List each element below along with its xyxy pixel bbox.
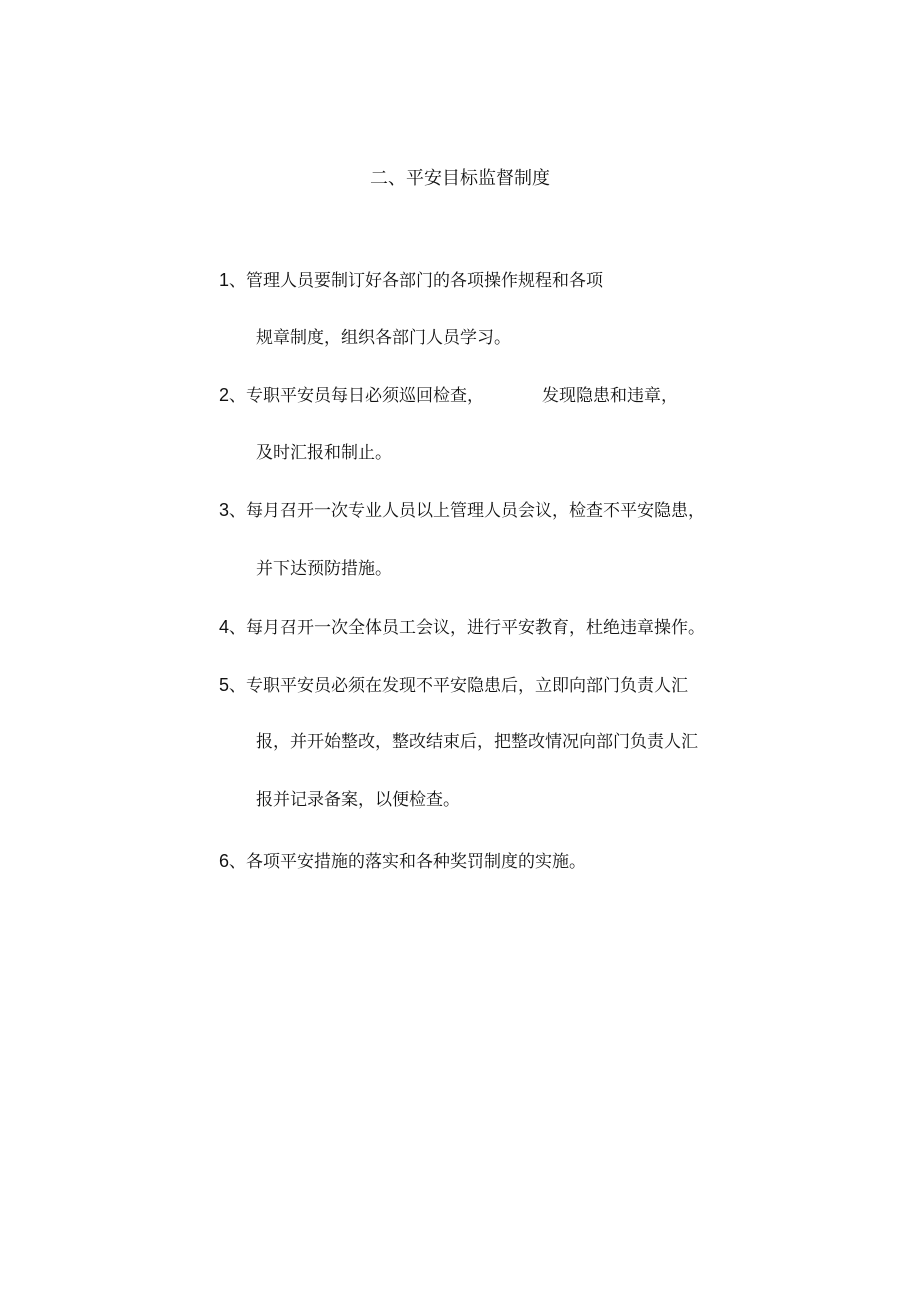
item-3-separator: 、 [229,501,247,521]
list-item-5-line-1 [219,672,688,699]
list-item-6-line-1 [219,848,586,875]
item-2-number: 2 [219,385,230,405]
list-item-5-line-2: 报，并开始整改，整改结束后，把整改情况向部门负责人汇 [256,732,698,752]
item-4-number: 4 [219,617,230,637]
item-5-separator: 、 [229,676,247,696]
list-item-1-line-2: 规章制度，组织各部门人员学习。 [256,328,511,348]
item-5-text: 专职平安员必须在发现不平安隐患后，立即向部门负责人汇 [246,676,689,696]
list-item-1-line-1 [219,267,603,294]
list-item-3-line-1 [219,497,705,524]
list-item-3-line-2: 并下达预防措施。 [256,559,392,579]
item-3-number: 3 [219,500,230,520]
item-1-text: 管理人员要制订好各部门的各项操作规程和各项 [246,271,604,291]
item-6-separator: 、 [229,852,247,872]
item-2-separator: 、 [229,386,247,406]
item-4-text: 每月召开一次全体员工会议，进行平安教育，杜绝违章操作。 [246,618,706,638]
item-5-number: 5 [219,675,230,695]
item-4-separator: 、 [229,618,247,638]
document-title: 二、平安目标监督制度 [370,168,550,189]
list-item-2-line-1 [219,382,678,409]
item-2-text-part-1: 专职平安员每日必须巡回检查， [246,386,485,406]
item-3-text: 每月召开一次专业人员以上管理人员会议，检查不平安隐患， [246,501,706,521]
item-6-text: 各项平安措施的落实和各种奖罚制度的实施。 [246,852,587,872]
list-item-5-line-3: 报并记录备案，以便检查。 [256,790,460,810]
list-item-4-line-1 [219,614,705,641]
item-2-text-part-2: 发现隐患和违章， [542,386,679,406]
item-1-separator: 、 [229,271,247,291]
item-1-number: 1 [219,270,230,290]
item-6-number: 6 [219,851,230,871]
list-item-2-line-2: 及时汇报和制止。 [256,443,392,463]
